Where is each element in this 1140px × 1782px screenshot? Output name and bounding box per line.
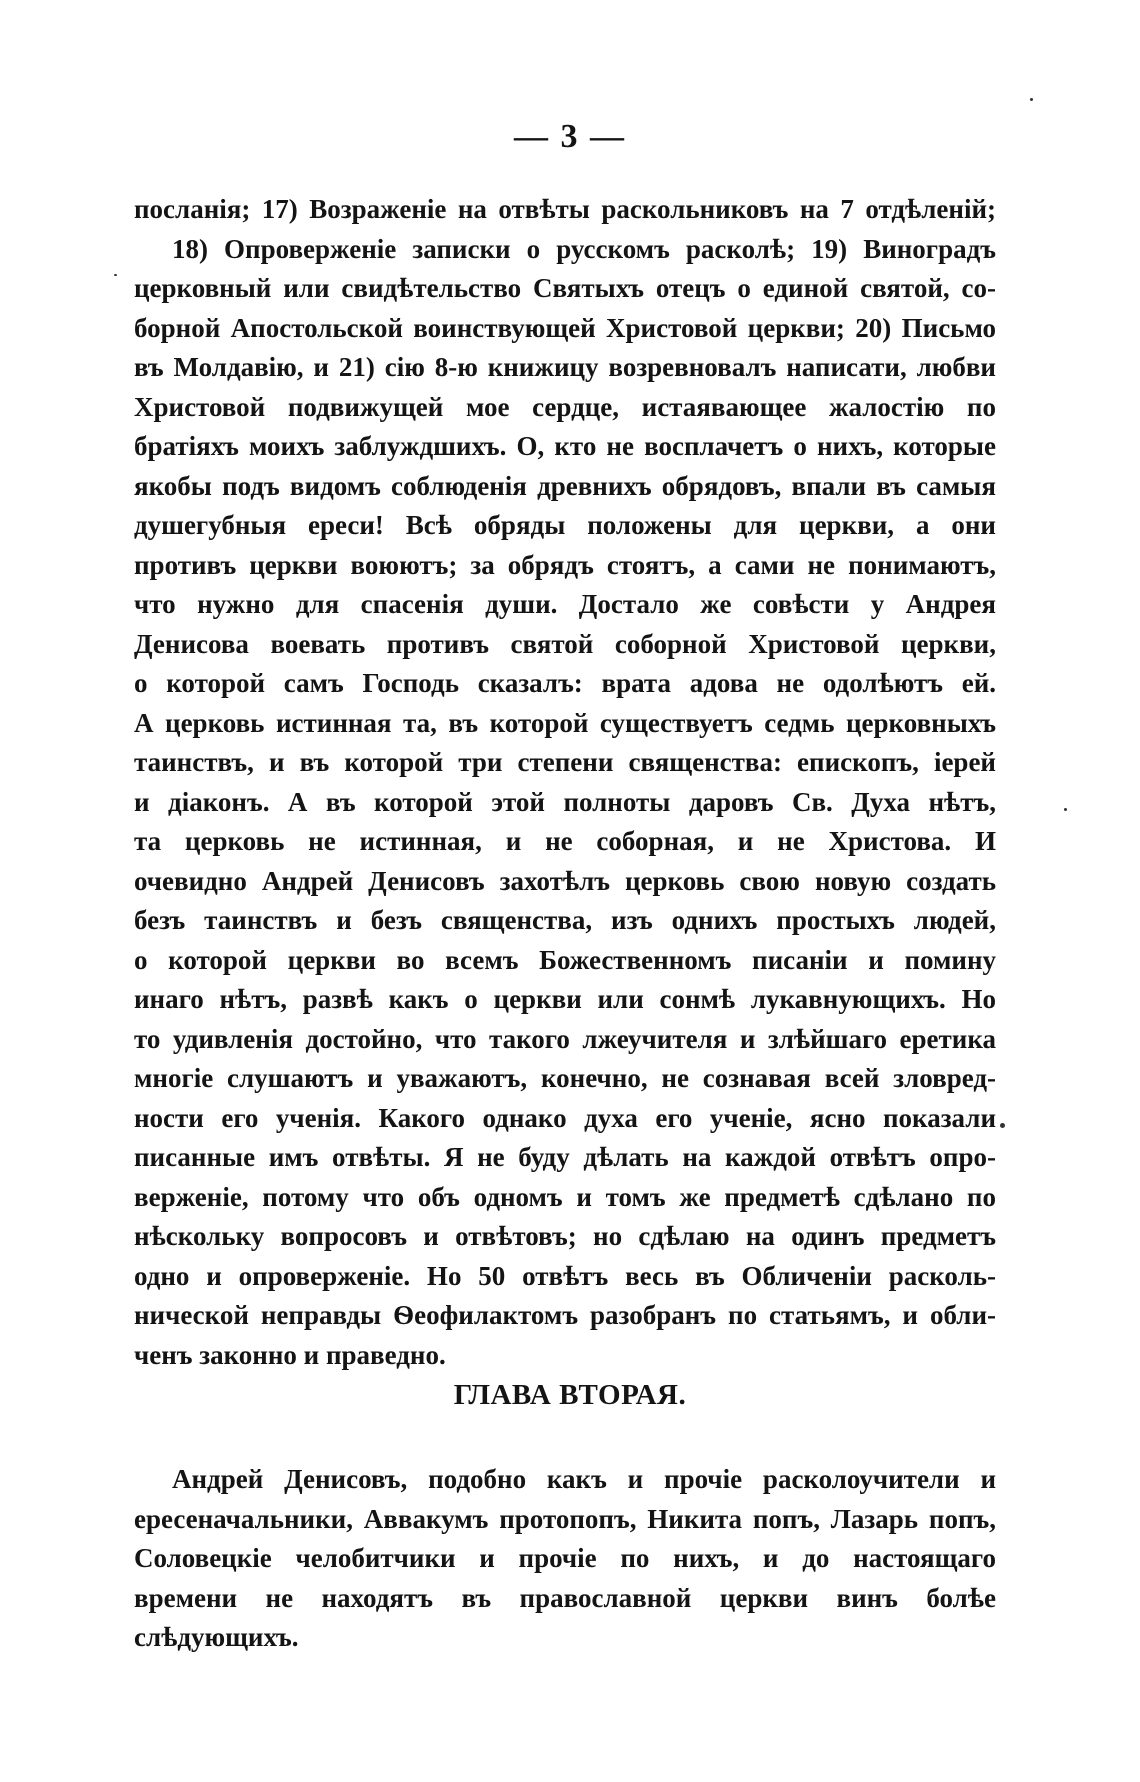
text-line: таинствъ, и въ которой три степени священства: епископъ, іерей: [134, 747, 996, 777]
text-line: и діаконъ. А въ которой этой полноты даровъ Св. Духа нѣтъ,: [134, 786, 996, 817]
chapter-text-block: [134, 1460, 996, 1658]
text-line: Денисова воевать противъ святой соборной Христовой церкви,: [134, 628, 996, 659]
scan-speck: [1000, 1123, 1005, 1128]
text-line: 18) Опроверженіе записки о русскомъ расколѣ; 19) Виноградъ: [172, 233, 996, 264]
text-line: въ Молдавію, и 21) сію 8-ю книжицу возревновалъ написати, любви: [134, 352, 996, 382]
text-line: Соловецкіе челобитчики и прочіе по нихъ, и до настоящаго: [134, 1543, 996, 1573]
text-line: ченъ законно и праведно.: [134, 1339, 446, 1370]
text-line: то удивленія достойно, что такого лжеучителя и злѣйшаго еретика: [134, 1023, 996, 1054]
text-line: о которой самъ Господь сказалъ: врата адова не одолѣютъ ей.: [134, 668, 996, 698]
text-line: одно и опроверженіе. Но 50 отвѣтъ весь въ Обличеніи расколь-: [134, 1260, 996, 1291]
text-line: душегубныя ереси! Всѣ обряды положены для церкви, а они: [134, 510, 996, 540]
text-line: ересеначальники, Аввакумъ протопопъ, Никита попъ, Лазарь попъ,: [134, 1503, 996, 1534]
main-text-block: [134, 190, 996, 1375]
text-line: многіе слушаютъ и уважаютъ, конечно, не сознавая всей зловред-: [134, 1063, 996, 1093]
page-number: — 3 —: [514, 118, 626, 155]
text-line: церковный или свидѣтельство Святыхъ отецъ о единой святой, со-: [134, 273, 996, 303]
text-line: нѣскольку вопросовъ и отвѣтовъ; но сдѣлаю на одинъ предметъ: [134, 1221, 996, 1251]
text-line: безъ таинствъ и безъ священства, изъ однихъ простыхъ людей,: [134, 905, 996, 935]
scan-speck: [114, 274, 117, 276]
text-line: ности его ученія. Какого однако духа его ученіе, ясно показали: [134, 1102, 996, 1133]
text-line: верженіе, потому что объ одномъ и томъ же предметѣ сдѣлано по: [134, 1181, 996, 1212]
chapter-heading: ГЛАВА ВТОРАЯ.: [453, 1379, 687, 1411]
text-line: времени не находятъ въ православной церкви винъ болѣе: [134, 1582, 996, 1613]
text-line: очевидно Андрей Денисовъ захотѣлъ церковь свою новую создать: [134, 865, 996, 896]
text-line: о которой церкви во всемъ Божественномъ писаніи и помину: [134, 944, 996, 975]
scan-speck: [1030, 98, 1033, 101]
text-line: якобы подъ видомъ соблюденія древнихъ обрядовъ, впали въ самыя: [134, 470, 996, 501]
text-line: братіяхъ моихъ заблуждшихъ. О, кто не восплачетъ о нихъ, которые: [134, 431, 996, 461]
text-line: Андрей Денисовъ, подобно какъ и прочіе расколоучители и: [172, 1464, 996, 1494]
text-line: инаго нѣтъ, развѣ какъ о церкви или сонмѣ лукавнующихъ. Но: [134, 984, 996, 1014]
text-line: нической неправды Ѳеофилактомъ разобранъ по статьямъ, и обли-: [134, 1300, 996, 1330]
text-line: Христовой подвижущей мое сердце, истаявающее жалостію по: [134, 391, 996, 422]
text-line: посланія; 17) Возраженіе на отвѣты раскольниковъ на 7 отдѣленій;: [134, 194, 996, 224]
text-line: писанные имъ отвѣты. Я не буду дѣлать на каждой отвѣтъ опро-: [134, 1142, 996, 1172]
text-line: противъ церкви воюютъ; за обрядъ стоятъ, а сами не понимаютъ,: [134, 549, 996, 580]
text-line: слѣдующихъ.: [134, 1622, 299, 1652]
text-line: что нужно для спасенія души. Достало же совѣсти у Андрея: [134, 589, 996, 619]
text-line: А церковь истинная та, въ которой существуетъ седмь церковныхъ: [134, 707, 996, 738]
text-line: борной Апостольской воинствующей Христовой церкви; 20) Письмо: [134, 312, 996, 343]
scan-speck: [1064, 808, 1067, 811]
text-line: та церковь не истинная, и не соборная, и не Христова. И: [134, 826, 996, 856]
